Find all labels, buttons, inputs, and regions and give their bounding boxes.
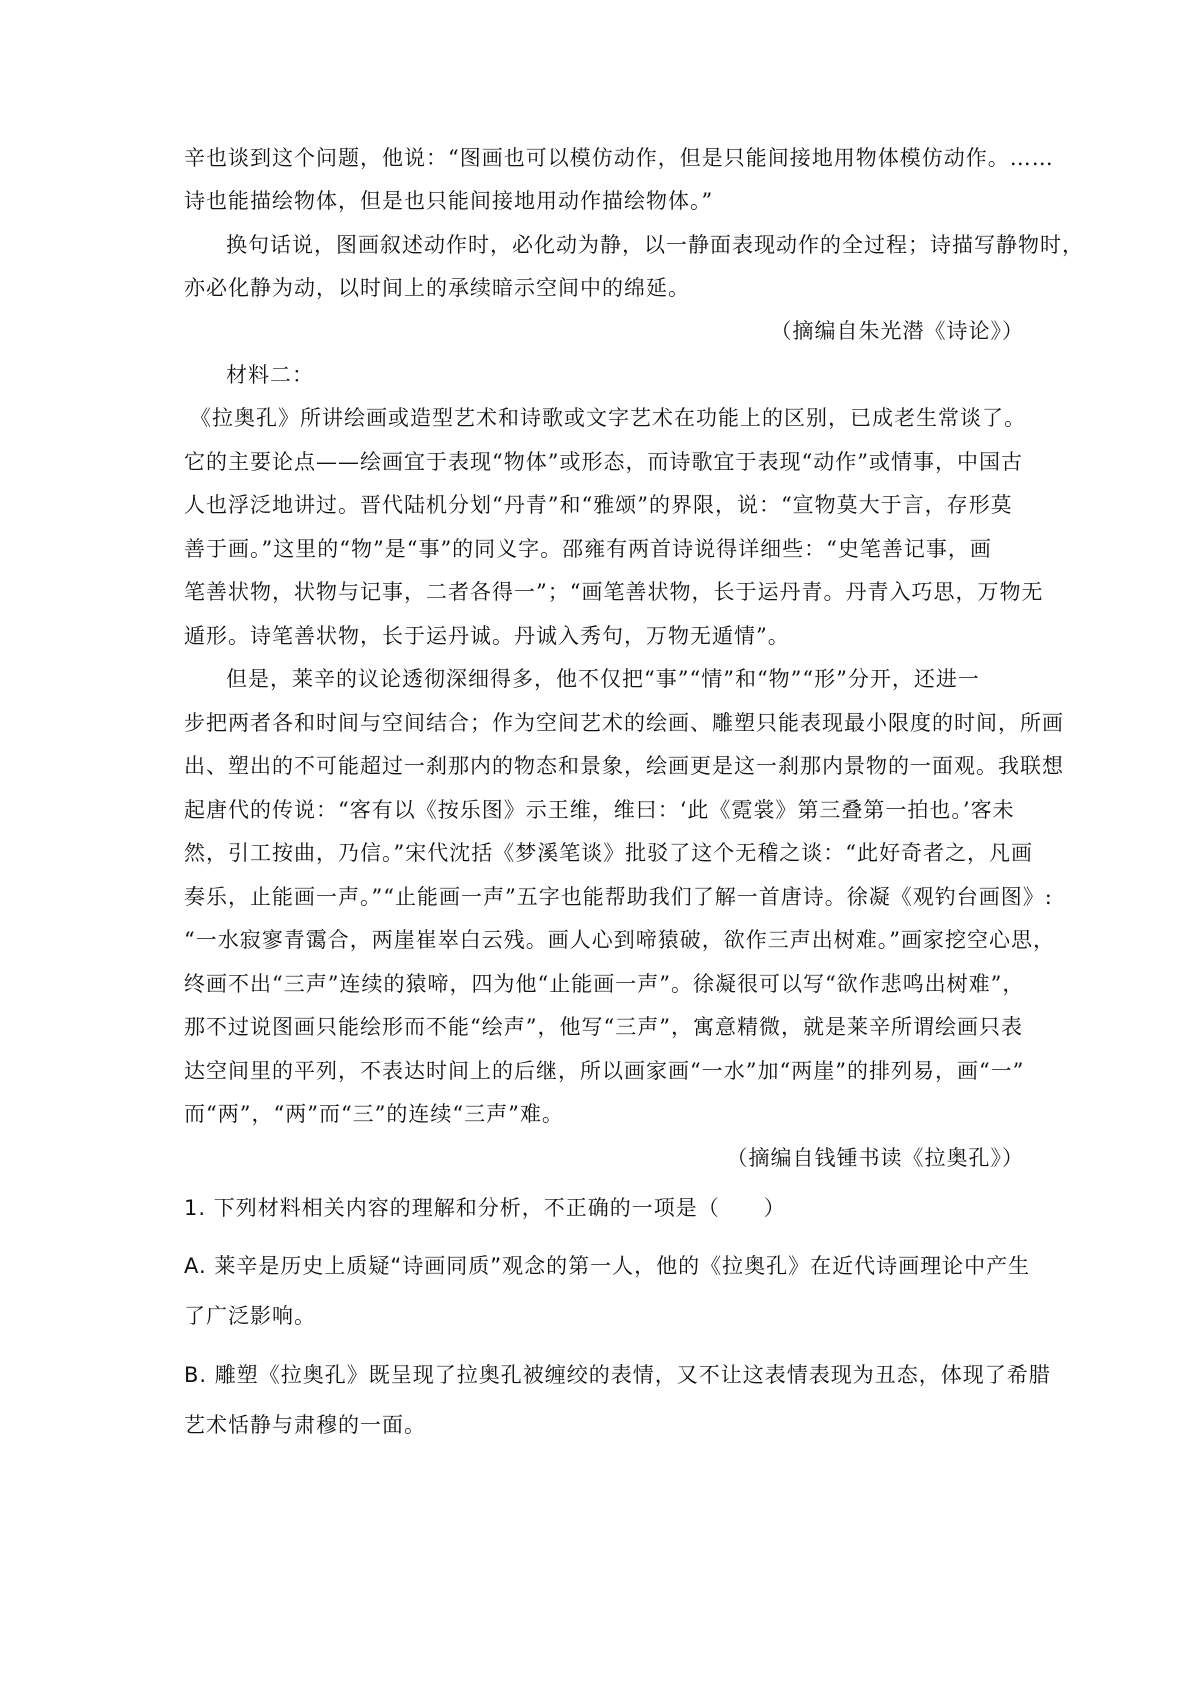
- passage-line: 出、塑出的不可能超过一刹那内的物态和景象，绘画更是这一刹那内景物的一面观。我联想: [184, 754, 1064, 778]
- passage-line: 那不过说图画只能绘形而不能“绘声”，他写“三声”，寓意精微，就是莱辛所谓绘画只表: [184, 1015, 1023, 1039]
- passage-line: 诗也能描绘物体，但是也只能间接地用动作描绘物体。”: [184, 189, 714, 213]
- passage-line: 辛也谈到这个问题，他说：“图画也可以模仿动作，但是只能间接地用物体模仿动作。……: [184, 146, 1054, 170]
- passage-line: 它的主要论点——绘画宜于表现“物体”或形态，而诗歌宜于表现“动作”或情事，中国古: [184, 450, 1023, 474]
- source-citation: （摘编自钱锺书读《拉奥孔》）: [726, 1146, 1024, 1170]
- passage-line: 换句话说，图画叙述动作时，必化动为静，以一静面表现动作的全过程；诗描写静物时，: [226, 233, 1084, 257]
- passage-line: 《拉奥孔》所讲绘画或造型艺术和诗歌或文字艺术在功能上的区别，已成老生常谈了。: [190, 406, 1026, 430]
- passage-line: “一水寂寥青霭合，两崖崔崒白云残。画人心到啼猿破，欲作三声出树难。”画家挖空心思，: [184, 928, 1055, 952]
- passage-line: 而“两”，“两”而“三”的连续“三声”难。: [184, 1102, 564, 1126]
- option-a: A. 莱辛是历史上质疑“诗画同质”观念的第一人，他的《拉奥孔》在近代诗画理论中产生: [184, 1254, 1031, 1278]
- passage-line: 善于画。”这里的“物”是“事”的同义字。邵雍有两首诗说得详细些：“史笔善记事，画: [184, 537, 992, 561]
- material-label: 材料二：: [226, 363, 314, 387]
- passage-line: 亦必化静为动，以时间上的承续暗示空间中的绵延。: [184, 276, 690, 300]
- option-b: B. 雕塑《拉奥孔》既呈现了拉奥孔被缠绞的表情，又不让这表情表现为丑态，体现了希腊: [184, 1363, 1051, 1387]
- option-b-continued: 艺术恬静与肃穆的一面。: [184, 1413, 426, 1437]
- passage-line: 达空间里的平列，不表达时间上的后继，所以画家画“一水”加“两崖”的排列易，画“一”: [184, 1059, 1025, 1083]
- source-citation: （摘编自朱光潜《诗论》）: [770, 319, 1024, 343]
- passage-line: 人也浮泛地讲过。晋代陆机分划“丹青”和“雅颂”的界限，说：“宣物莫大于言，存形莫: [184, 493, 1013, 517]
- passage-line: 奏乐，止能画一声。”“止能画一声”五字也能帮助我们了解一首唐诗。徐凝《观钓台画图》:: [184, 885, 1053, 909]
- passage-line: 终画不出“三声”连续的猿啼，四为他“止能画一声”。徐凝很可以写“欲作悲鸣出树难”，: [184, 972, 1025, 996]
- option-a-continued: 了广泛影响。: [184, 1304, 316, 1328]
- passage-line: 遁形。诗笔善状物，长于运丹诚。丹诚入秀句，万物无遁情”。: [184, 624, 790, 648]
- passage-line: 起唐代的传说：“客有以《按乐图》示王维，维曰：‘此《霓裳》第三叠第一拍也。’客未: [184, 798, 1015, 822]
- question-stem: 1. 下列材料相关内容的理解和分析，不正确的一项是（ ）: [184, 1196, 786, 1220]
- passage-line: 然，引工按曲，乃信。”宋代沈括《梦溪笔谈》批驳了这个无稽之谈：“此好奇者之，凡画: [184, 841, 1033, 865]
- passage-line: 但是，莱辛的议论透彻深细得多，他不仅把“事”“情”和“物”“形”分开，还进一: [226, 667, 980, 691]
- passage-line: 笔善状物，状物与记事，二者各得一”；“画笔善状物，长于运丹青。丹青入巧思，万物无: [184, 580, 1044, 604]
- passage-line: 步把两者各和时间与空间结合；作为空间艺术的绘画、雕塑只能表现最小限度的时间，所画: [184, 711, 1064, 735]
